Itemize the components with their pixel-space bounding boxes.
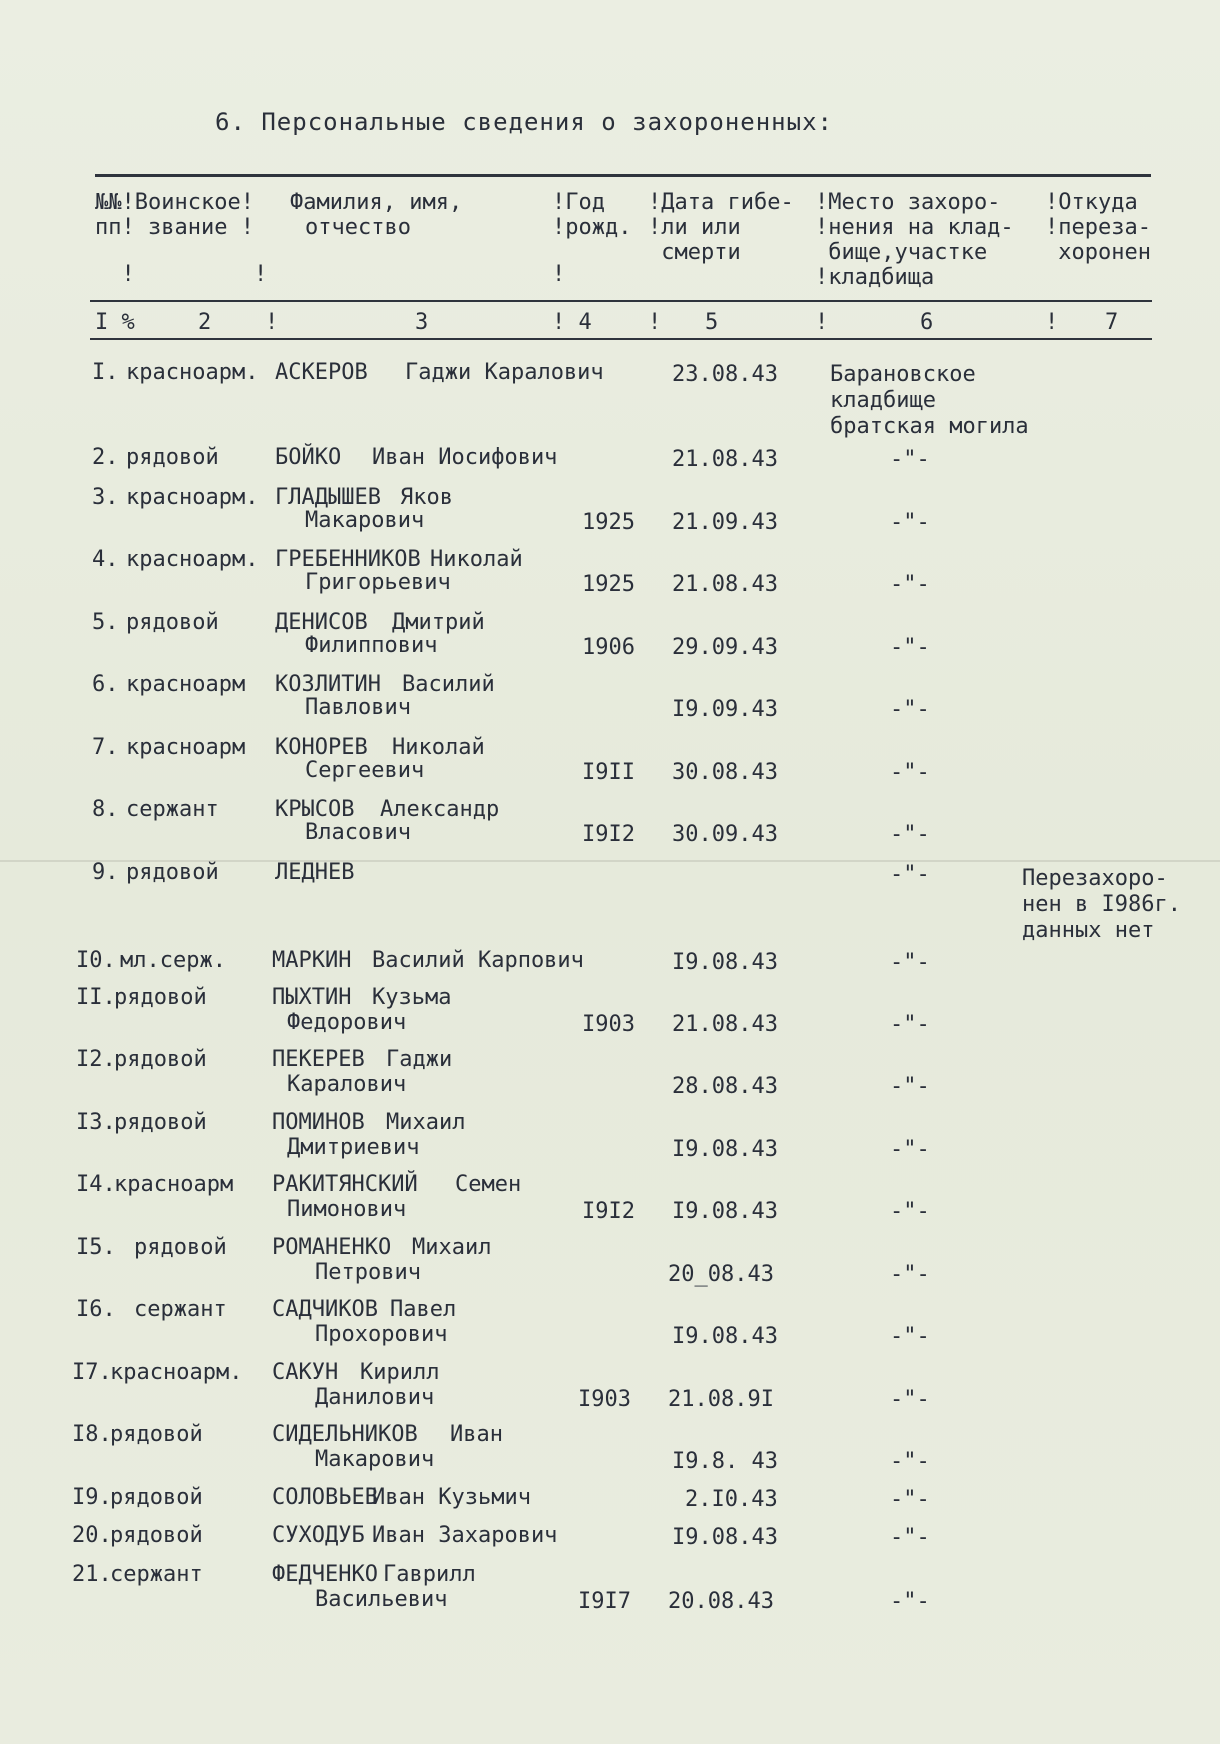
row-name-first: Кирилл — [360, 1360, 440, 1385]
row-date: 20.08.43 — [668, 1589, 774, 1614]
row-year: I9I2 — [582, 1199, 635, 1224]
row-place-3: братская могила — [830, 414, 1029, 439]
row-number: I2. — [76, 1047, 116, 1072]
row-place: -"- — [890, 1012, 930, 1037]
row-name-first: Николай — [430, 547, 523, 572]
row-name-first: Яков — [400, 485, 453, 510]
row-date: I9.08.43 — [672, 1199, 778, 1224]
row-rank: красноарм — [126, 672, 246, 697]
row-rank: красноарм — [126, 735, 246, 760]
colnum-3: 3 — [415, 310, 429, 335]
row-rank: сержант — [134, 1297, 227, 1322]
row-surname: СУХОДУБ — [272, 1523, 365, 1548]
row-name-first: Михаил — [386, 1110, 466, 1135]
header-col6-line1: !Место захоро- — [815, 190, 1001, 215]
row-name-patronymic: Федорович — [287, 1010, 407, 1035]
row-place: -"- — [890, 572, 930, 597]
row-rank: рядовой — [110, 1523, 203, 1548]
row-place: -"- — [890, 447, 930, 472]
row-from-1: Перезахоро- — [1022, 866, 1168, 891]
row-number: 7. — [92, 735, 119, 760]
row-name-patronymic: Петрович — [315, 1260, 421, 1285]
header-col6-line4: !кладбища — [815, 265, 935, 290]
row-date: 2.I0.43 — [685, 1487, 778, 1512]
row-number: I. — [92, 360, 119, 385]
row-name-patronymic: Филиппович — [305, 633, 438, 658]
row-name-patronymic: Макарович — [305, 508, 425, 533]
row-rank: красноарм — [114, 1172, 234, 1197]
header-col7-line3: хоронен — [1045, 240, 1151, 265]
row-rank: рядовой — [126, 860, 219, 885]
row-number: 21. — [72, 1562, 112, 1587]
header-col1-line3: ! ! — [95, 262, 268, 287]
row-rank: рядовой — [114, 985, 207, 1010]
row-date: 30.09.43 — [672, 822, 778, 847]
row-place: -"- — [890, 822, 930, 847]
row-surname: СИДЕЛЬНИКОВ — [272, 1422, 418, 1447]
row-date: 21.09.43 — [672, 510, 778, 535]
row-name-patronymic: Макарович — [315, 1447, 435, 1472]
row-place: -"- — [890, 1387, 930, 1412]
row-surname: КОНОРЕВ — [275, 735, 368, 760]
row-surname: ПЕКЕРЕВ — [272, 1047, 365, 1072]
row-surname: АСКЕРОВ — [275, 360, 368, 385]
row-place: -"- — [890, 1074, 930, 1099]
row-name-patronymic: Данилович — [315, 1385, 435, 1410]
row-date: I9.09.43 — [672, 697, 778, 722]
colnum-sep-2: ! — [648, 310, 662, 335]
colnum-1: I % — [95, 310, 135, 335]
row-date: I9.08.43 — [672, 1137, 778, 1162]
row-year: 1925 — [582, 572, 635, 597]
row-number: 9. — [92, 860, 119, 885]
row-date: I9.08.43 — [672, 1324, 778, 1349]
row-name-first: Иван — [450, 1422, 503, 1447]
row-number: 4. — [92, 547, 119, 572]
colnum-4: ! 4 — [552, 310, 592, 335]
row-surname: РАКИТЯНСКИЙ — [272, 1172, 418, 1197]
row-name-first: Дмитрий — [392, 610, 485, 635]
row-number: I9. — [72, 1485, 112, 1510]
colnum-5: 5 — [705, 310, 719, 335]
row-place: -"- — [890, 862, 930, 887]
header-col1-line1: №№!Воинское! — [95, 190, 254, 215]
row-name-first: Гаджи — [386, 1047, 453, 1072]
row-number: 20. — [72, 1523, 112, 1548]
row-year: 1906 — [582, 635, 635, 660]
row-date: I9.08.43 — [672, 1525, 778, 1550]
row-date: 30.08.43 — [672, 760, 778, 785]
row-rank: рядовой — [114, 1047, 207, 1072]
header-col5-line2: !ли или — [648, 215, 741, 240]
row-year: 1925 — [582, 510, 635, 535]
row-place-2: кладбище — [830, 388, 936, 413]
row-surname: ЛЕДНЕВ — [275, 860, 355, 885]
row-rank: рядовой — [110, 1422, 203, 1447]
header-col7-line2: !переза- — [1045, 215, 1151, 240]
row-place: -"- — [890, 1449, 930, 1474]
row-surname: БОЙКО — [275, 445, 342, 470]
row-surname: ПЫХТИН — [272, 985, 352, 1010]
row-surname: РОМАНЕНКО — [272, 1235, 392, 1260]
colnum-sep-3: ! — [815, 310, 829, 335]
row-date: 21.08.43 — [672, 447, 778, 472]
row-rank: сержант — [110, 1562, 203, 1587]
row-rank: красноарм. — [126, 485, 259, 510]
header-col5-line1: !Дата гибе- — [648, 190, 794, 215]
row-name-first: Гаврилл — [383, 1562, 476, 1587]
row-surname: МАРКИН — [272, 948, 352, 973]
row-year: I903 — [582, 1012, 635, 1037]
colnum-7: 7 — [1105, 310, 1119, 335]
row-place: -"- — [890, 1324, 930, 1349]
row-number: 3. — [92, 485, 119, 510]
row-name: Гаджи Каралович — [405, 360, 604, 385]
row-name-patronymic: Сергеевич — [305, 758, 425, 783]
row-place: -"- — [890, 635, 930, 660]
row-number: 6. — [92, 672, 119, 697]
row-year: I903 — [578, 1387, 631, 1412]
row-name: Иван Захарович — [372, 1523, 558, 1548]
row-date: I9.8. 43 — [672, 1449, 778, 1474]
row-number: I5. — [76, 1235, 116, 1260]
row-rank: красноарм. — [126, 360, 259, 385]
row-number: I8. — [72, 1422, 112, 1447]
row-number: 2. — [92, 445, 119, 470]
row-number: I3. — [76, 1110, 116, 1135]
row-number: I4. — [76, 1172, 116, 1197]
row-rank: рядовой — [126, 610, 219, 635]
row-name-patronymic: Павлович — [305, 695, 411, 720]
row-rank: рядовой — [114, 1110, 207, 1135]
header-col1-line2: пп! звание ! — [95, 215, 254, 240]
header-col7-line1: !Откуда — [1045, 190, 1138, 215]
row-number: I6. — [76, 1297, 116, 1322]
row-date: 23.08.43 — [672, 362, 778, 387]
row-date: 28.08.43 — [672, 1074, 778, 1099]
row-year: I9II — [582, 760, 635, 785]
row-name-first: Семен — [455, 1172, 522, 1197]
row-rank: мл.серж. — [120, 948, 226, 973]
row-surname: САКУН — [272, 1360, 339, 1385]
row-name-patronymic: Васильевич — [315, 1587, 448, 1612]
header-bottom-rule — [90, 338, 1152, 340]
row-place: -"- — [890, 760, 930, 785]
row-rank: красноарм. — [126, 547, 259, 572]
row-name: Иван Иосифович — [372, 445, 558, 470]
row-rank: рядовой — [134, 1235, 227, 1260]
row-place: -"- — [890, 1137, 930, 1162]
row-number: 5. — [92, 610, 119, 635]
header-col3-line2: отчество — [305, 215, 411, 240]
colnum-6: 6 — [920, 310, 934, 335]
row-date: 21.08.43 — [672, 1012, 778, 1037]
row-number: I0. — [76, 948, 116, 973]
row-place: -"- — [890, 950, 930, 975]
row-from-2: нен в I986г. — [1022, 892, 1181, 917]
row-name-patronymic: Григорьевич — [305, 570, 451, 595]
colnum-sep-4: ! — [1045, 310, 1059, 335]
row-surname: СОЛОВЬЕВ — [272, 1485, 378, 1510]
table-top-rule — [95, 174, 1151, 177]
row-name-patronymic: Прохорович — [315, 1322, 448, 1347]
row-surname: ГРЕБЕННИКОВ — [275, 547, 421, 572]
row-rank: сержант — [126, 797, 219, 822]
row-name-patronymic: Дмитриевич — [287, 1135, 420, 1160]
row-number: 8. — [92, 797, 119, 822]
row-surname: КОЗЛИТИН — [275, 672, 381, 697]
row-name-first: Павел — [390, 1297, 457, 1322]
header-col4-line1: !Год — [552, 190, 605, 215]
row-from-3: данных нет — [1022, 918, 1155, 943]
row-year: I9I2 — [582, 822, 635, 847]
row-name-first: Василий — [402, 672, 495, 697]
row-year: I9I7 — [578, 1589, 631, 1614]
row-name-patronymic: Пимонович — [287, 1197, 407, 1222]
row-name-first: Александр — [380, 797, 500, 822]
row-surname: КРЫСОВ — [275, 797, 355, 822]
row-surname: ДЕНИСОВ — [275, 610, 368, 635]
header-col4-line2: !рожд. — [552, 215, 632, 240]
header-col5-line3: смерти — [648, 240, 741, 265]
row-surname: ГЛАДЫШЕВ — [275, 485, 381, 510]
row-date: 29.09.43 — [672, 635, 778, 660]
row-name-first: Кузьма — [372, 985, 452, 1010]
row-name: Иван Кузьмич — [372, 1485, 531, 1510]
colnum-sep-1: ! — [265, 310, 279, 335]
row-place: -"- — [890, 1199, 930, 1224]
header-divider-rule — [90, 300, 1152, 302]
row-name-patronymic: Каралович — [287, 1072, 407, 1097]
row-surname: САДЧИКОВ — [272, 1297, 378, 1322]
row-surname: ФЕДЧЕНКО — [272, 1562, 378, 1587]
row-name-first: Николай — [392, 735, 485, 760]
row-place: -"- — [890, 1487, 930, 1512]
row-place: -"- — [890, 510, 930, 535]
row-place-1: Барановское — [830, 362, 976, 387]
row-place: -"- — [890, 697, 930, 722]
section-title: 6. Персональные сведения о захороненных: — [215, 108, 833, 136]
row-date: I9.08.43 — [672, 950, 778, 975]
row-date: 21.08.43 — [672, 572, 778, 597]
row-date: 21.08.9I — [668, 1387, 774, 1412]
row-name-patronymic: Власович — [305, 820, 411, 845]
header-col4-line3: ! — [552, 262, 566, 287]
row-rank: красноарм. — [110, 1360, 243, 1385]
row-number: I7. — [72, 1360, 112, 1385]
header-col6-line3: бище,участке — [815, 240, 988, 265]
colnum-2: 2 — [198, 310, 212, 335]
row-place: -"- — [890, 1589, 930, 1614]
row-name-first: Михаил — [412, 1235, 492, 1260]
row-place: -"- — [890, 1262, 930, 1287]
row-place: -"- — [890, 1525, 930, 1550]
row-surname: ПОМИНОВ — [272, 1110, 365, 1135]
row-name: Василий Карпович — [372, 948, 584, 973]
row-date: 20_08.43 — [668, 1262, 774, 1287]
row-number: II. — [76, 985, 116, 1010]
header-col6-line2: !нения на клад- — [815, 215, 1014, 240]
row-rank: рядовой — [110, 1485, 203, 1510]
header-col3-line1: Фамилия, имя, — [290, 190, 463, 215]
row-rank: рядовой — [126, 445, 219, 470]
